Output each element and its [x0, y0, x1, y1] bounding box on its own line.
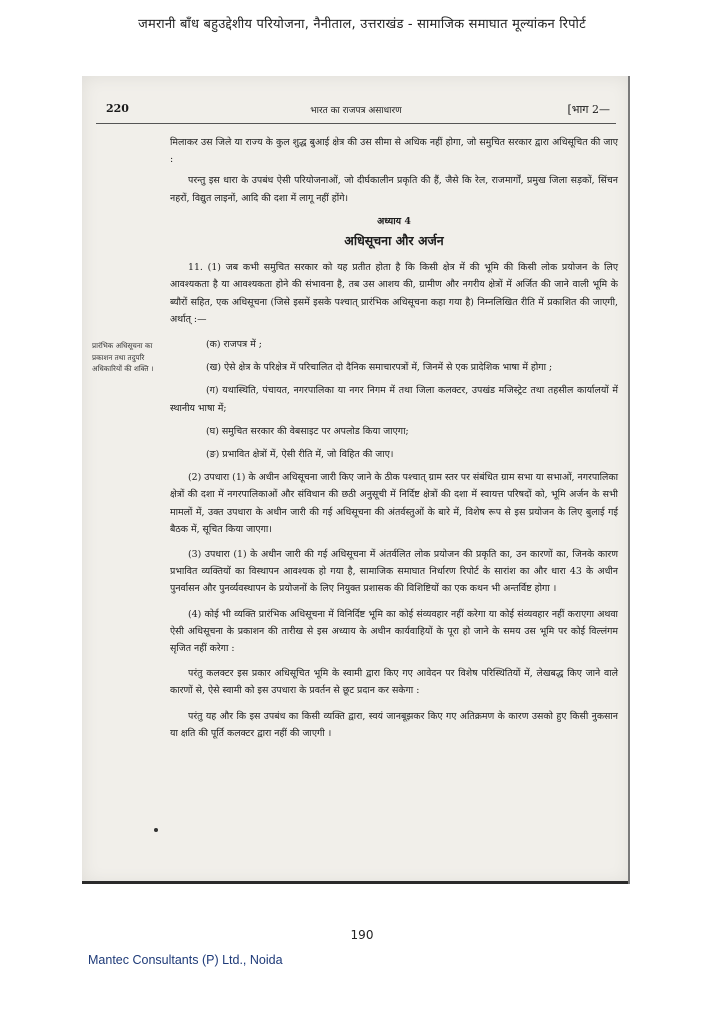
report-header: जमरानी बाँध बहुउद्देशीय परियोजना, नैनीताल, उत्तराखंड - सामाजिक समाघात मूल्यांकन रिपोर्ट [138, 17, 586, 32]
clause-kha: (ख) ऐसे क्षेत्र के परिक्षेत्र में परिचालित दो दैनिक समाचारपत्रों में, जिनमें से एक प्रादेशिक भाषा में होगा ; [206, 362, 553, 374]
section-11-1: 11. (1) जब कभी समुचित सरकार को यह प्रतीत होता है कि किसी क्षेत्र में की भूमि की किसी लोक प्रयोजन के लिए आवश्यकता है या आवश्यकता होने की संभावना है, तब उस आशय की, ग्रामीण और नगरीय क्षेत्रों में अर्जित की जाने वाली भूमि के ब्यौरों सहित, एक अधिसूचना (जिसे इसमें इसके पश्चात् प्रारंभिक अधिसूचना कहा गया है) निम्नलिखित रीति में प्रकाशित की जाएगी, अर्थात् :— [170, 262, 618, 325]
scan-bottom-edge [82, 881, 630, 884]
paragraph-proviso: परन्तु इस धारा के उपबंध ऐसी परियोजनाओं, जो दीर्घकालीन प्रकृति की हैं, जैसे कि रेल, राजमार्गों, प्रमुख जिला सड़कों, सिंचन नहरों, विद्युत लाइनों, आदि की दशा में लागू नहीं होंगे। [170, 175, 618, 204]
chapter-number: अध्याय 4 [377, 215, 411, 227]
margin-note: प्रारंभिक अधिसूचना का प्रकाशन तथा तदुपरि अधिकारियों की शक्ति । [92, 341, 154, 373]
section-11-2: (2) उपधारा (1) के अधीन अधिसूचना जारी किए जाने के ठीक पश्चात् ग्राम स्तर पर संबंधित ग्राम सभा या सभाओं, नगरपालिका क्षेत्रों की दशा में नगरपालिकाओं और संविधान की छठी अनुसूची में निर्दिष्ट क्षेत्रों की दशा में स्वायत्त परिषदों को, भूमि अर्जन के सभी मामलों में, उक्त उपधारा के अधीन जारी की गई अधिसूचना की अंतर्वस्तुओं के बारे में, विशेष रूप से इस प्रयोजन के लिए बुलाई गई बैठक में, सूचित किया जाएगा। [170, 472, 618, 535]
proviso-1: परंतु कलक्टर इस प्रकार अधिसूचित भूमि के स्वामी द्वारा किए गए आवेदन पर विशेष परिस्थितियों में, लेखबद्ध किए जाने वाले कारणों से, ऐसे स्वामी को इस उपधारा के प्रवर्तन से छूट प्रदान कर सकेगा : [170, 668, 618, 697]
chapter-title: अधिसूचना और अर्जन [344, 233, 444, 249]
paragraph-intro: मिलाकर उस जिले या राज्य के कुल शुद्ध बुआई क्षेत्र की उस सीमा से अधिक नहीं होगा, जो समुचित सरकार द्वारा अधिसूचित की जाए : [170, 137, 618, 166]
proviso-2: परंतु यह और कि इस उपबंध का किसी व्यक्ति द्वारा, स्वयं जानबूझकर किए गए अतिक्रमण के कारण उसको हुए किसी नुकसान या क्षति की पूर्ति कलक्टर द्वारा नहीं की जाएगी । [170, 710, 618, 739]
clause-nga: (ङ) प्रभावित क्षेत्रों में, ऐसी रीति में, जो विहित की जाए। [206, 449, 394, 461]
page-number: 190 [350, 928, 374, 942]
gazette-title: भारत का राजपत्र असाधारण [310, 106, 402, 116]
scan-right-edge [628, 76, 630, 884]
gazette-page-number: 220 [106, 102, 129, 115]
scanned-gazette-page [82, 76, 630, 884]
clause-ga: (ग) यथास्थिति, पंचायत, नगरपालिका या नगर निगम में तथा जिला कलक्टर, उपखंड मजिस्ट्रेट तथा तहसील कार्यालयों में स्थानीय भाषा में; [170, 385, 618, 414]
gazette-part: [भाग 2— [567, 103, 610, 116]
header-rule [96, 123, 616, 124]
clause-gha: (घ) समुचित सरकार की वेबसाइट पर अपलोड किया जाएगा; [206, 425, 409, 437]
section-11-4: (4) कोई भी व्यक्ति प्रारंभिक अधिसूचना में विनिर्दिष्ट भूमि का कोई संव्यवहार नहीं करेगा या कोई संव्यवहार नहीं कराएगा अथवा ऐसी अधिसूचना के प्रकाशन की तारीख से इस अध्याय के अधीन कार्यवाहियों के पूरा हो जाने के समय उस भूमि पर कोई विल्लंगम सृजित नहीं करेगा : [170, 608, 618, 655]
gazette-body [170, 134, 618, 746]
scan-mark [154, 828, 158, 832]
footer-company: Mantec Consultants (P) Ltd., Noida [88, 953, 283, 967]
gazette-header [96, 98, 616, 120]
section-11-3: (3) उपधारा (1) के अधीन जारी की गई अधिसूचना में अंतर्वलित लोक प्रयोजन की प्रकृति का, उन कारणों का, जिनके कारण प्रभावित व्यक्तियों का विस्थापन आवश्यक हो गया है, सामाजिक समाघात निर्धारण रिपोर्ट के सारांश का और धारा 43 के अधीन पुनर्वासन और पुनर्व्यवस्थापन के प्रयोजनों के लिए नियुक्त प्रशासक की विशिष्टियों का एक कथन भी अन्तर्विष्ट होगा । [170, 549, 618, 595]
clause-ka: (क) राजपत्र में ; [206, 339, 262, 351]
